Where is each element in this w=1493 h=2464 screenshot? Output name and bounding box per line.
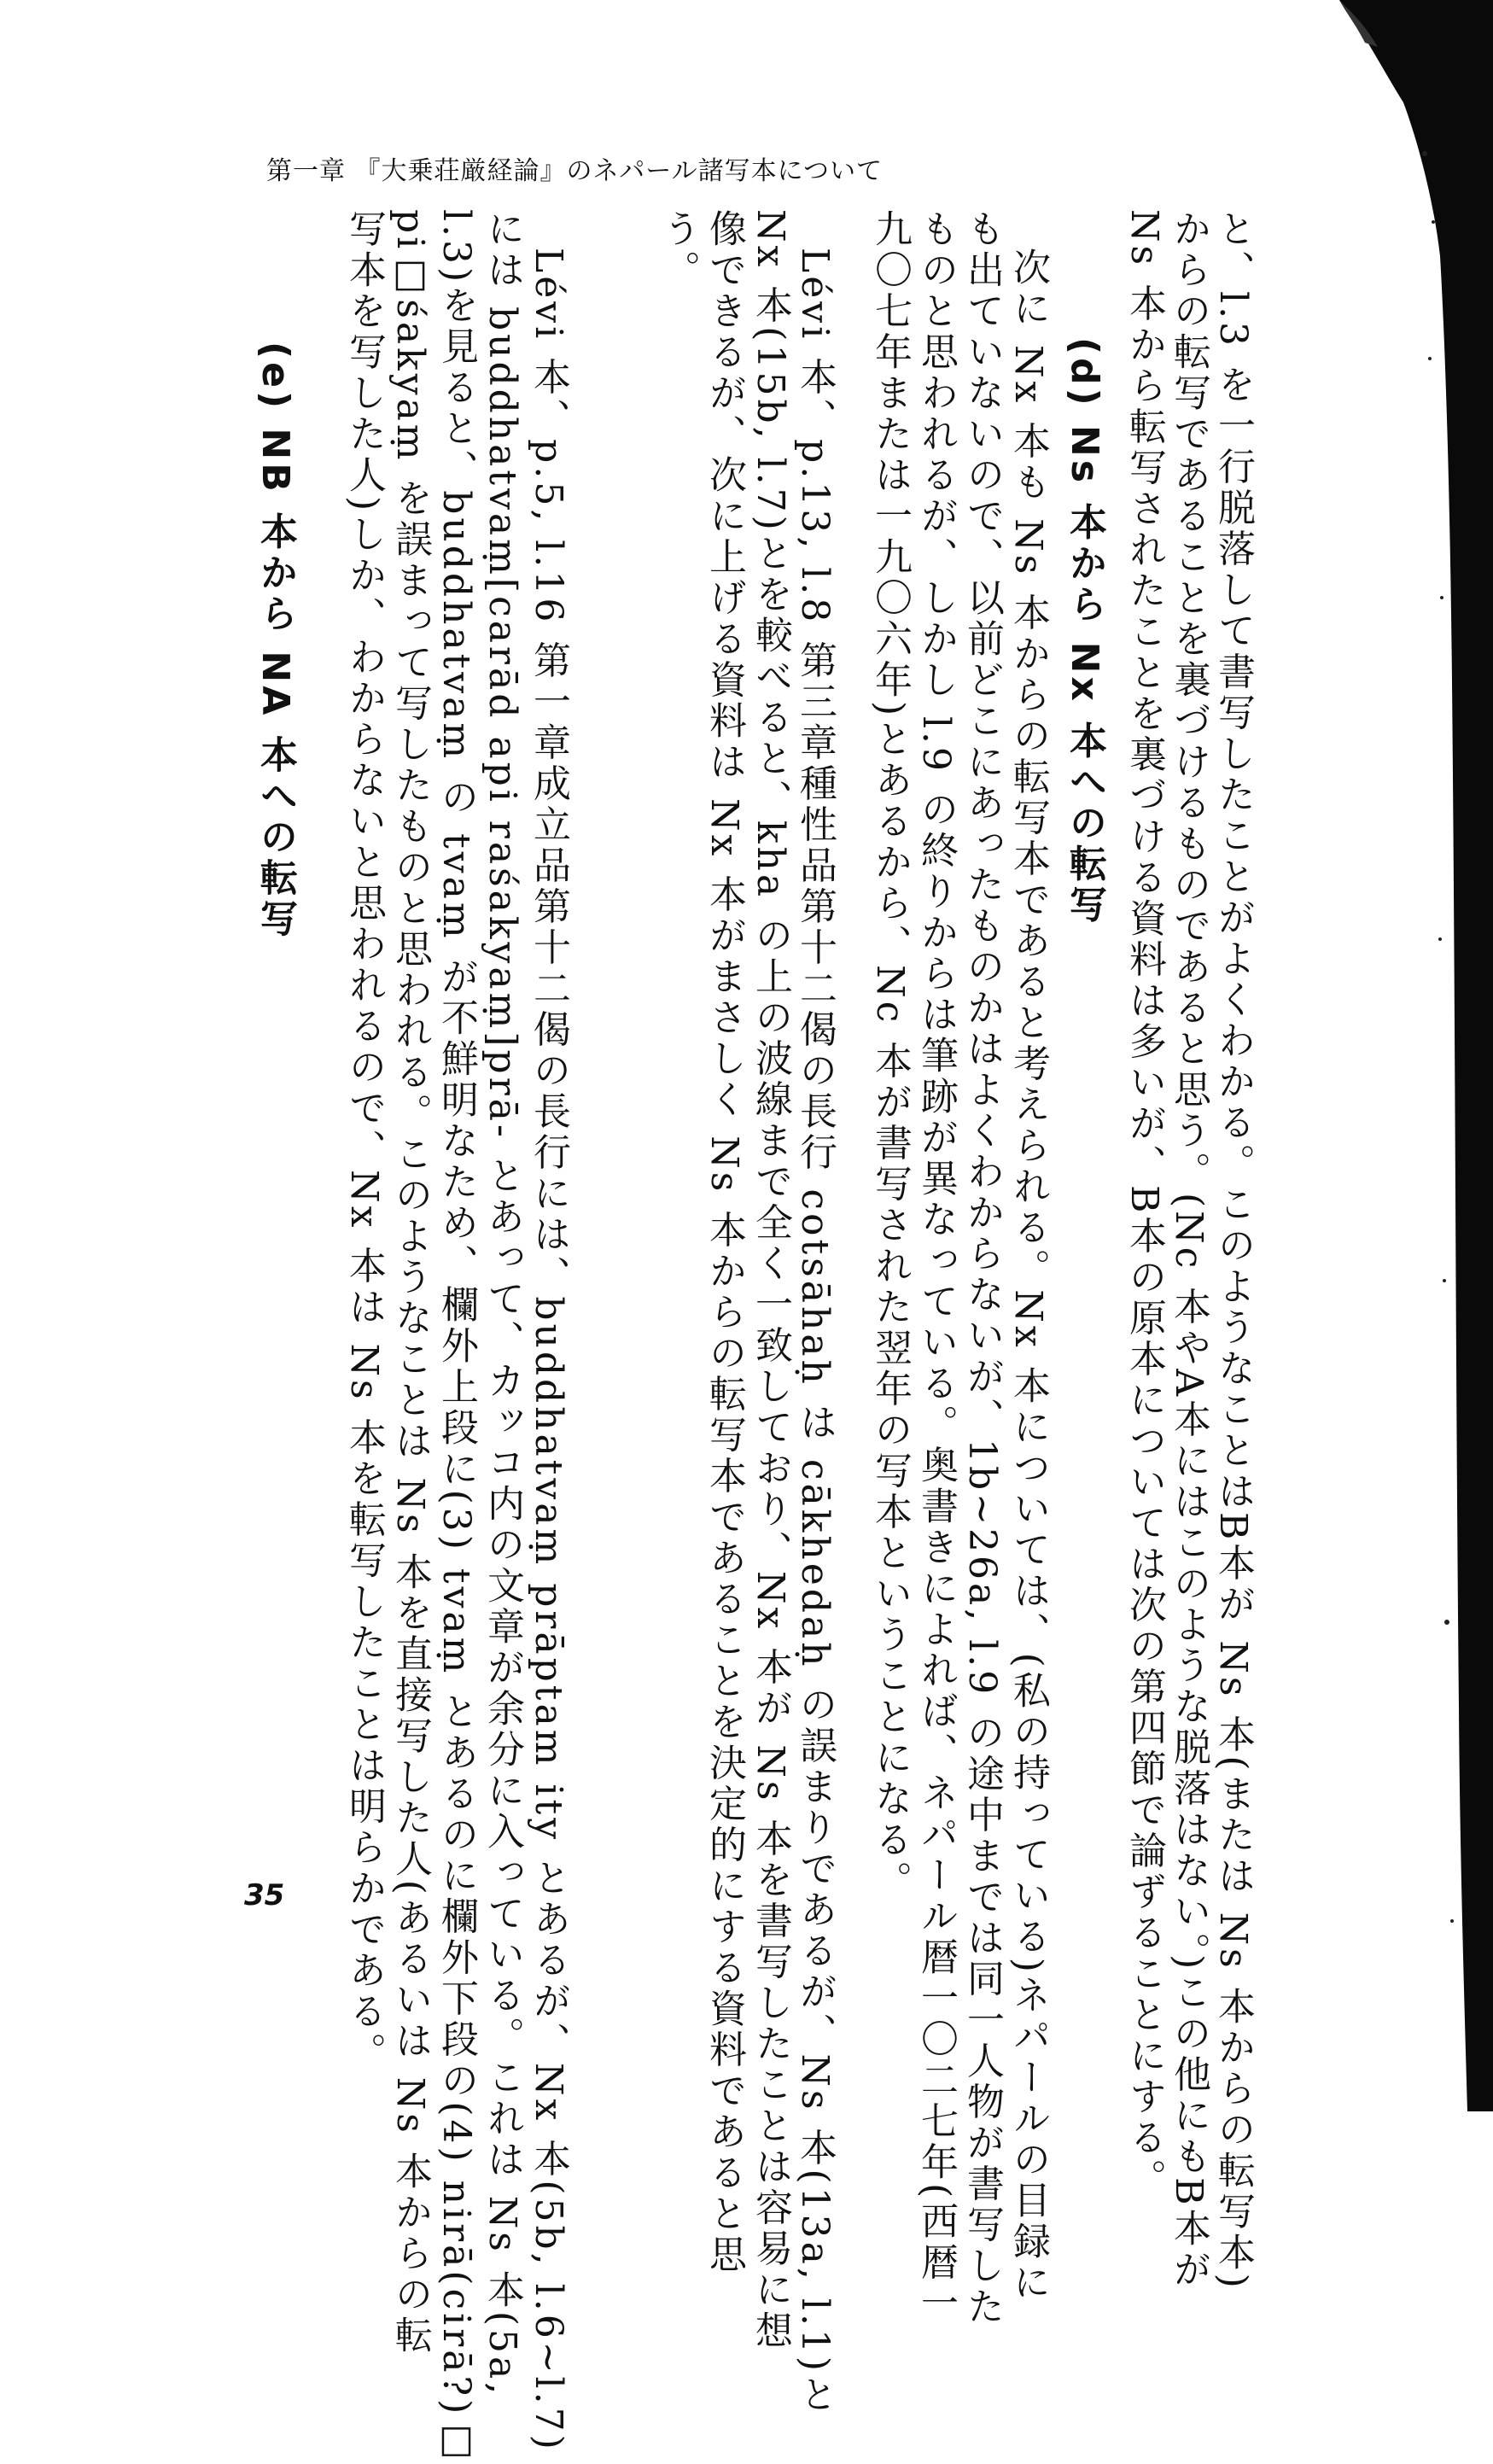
text-column-5: 次に Nx 本も Ns 本からの転写本であると考えられる。Nx 本については、(私の持っている)ネパールの目録に	[1006, 248, 1050, 2303]
text-column-2: からの転写であることを裏づけるものであると思う。(Nc 本やA本にはこのような脱落はない。)この他にもB本が	[1167, 209, 1210, 2291]
text-column-1: と、l.3 を一行脱落して書写したことがよくわかる。このようなことはB本が Ns 本(または Ns 本からの転写本)	[1211, 209, 1255, 2292]
section-heading-e: (e) NB 本から NA 本への転写	[254, 342, 297, 940]
text-column-9: Lévi 本、p.13, l.8 第三章種性品第十二偈の長行 cotsāhaḥ は cākhedaḥ の誤まりであるが、Ns 本(13a, l.1)と	[793, 248, 837, 2416]
text-column-7: ものと思われるが、しかし l.9 の終りからは筆跡が異なっている。奥書きによれば、ネパール暦一〇二七年(西暦一	[914, 209, 958, 2325]
text-column-11: 像できるが、次に上げる資料は Nx 本がまさしく Ns 本からの転写本であることを決定的にする資料であると思	[703, 209, 746, 2276]
page-number: 35	[244, 1878, 285, 1912]
text-column-14: には buddhatvaṃ[carād api raśakyaṃ]prā- とあって、カッコ内の文章が余分に入っている。これは Ns 本(5a,	[481, 209, 524, 2398]
text-column-10: Nx 本(15b, l.7)とを較べると、kha の上の波線まで全く一致しており、Nx 本が Ns 本を書写したことは容易に想	[749, 209, 792, 2352]
text-column-8: 九〇七年または一九〇六年)とあるから、Nc 本が書写された翌年の写本ということになる。	[868, 209, 912, 1902]
scan-edge-shadow	[1305, 0, 1493, 2111]
text-column-17: 写本を写した人)しか、わからないと思われるので、Nx 本は Ns 本を転写したことは明らかである。	[342, 209, 386, 2074]
text-column-12: う。	[656, 209, 700, 291]
text-column-13: Lévi 本、p.5, l.16 第一章成立品第十二偈の長行には、buddhatvaṃ prāptam ity とあるが、Nx 本(5b, l.6~l.7)	[527, 248, 570, 2453]
text-column-16: pi□śakyaṃ を誤まって写したものと思われる。このようなことは Ns 本を直接写した人(あるいは Ns 本からの転	[388, 209, 432, 2356]
text-column-15: l.3)を見ると、buddhatvaṃ の tvaṃ が不鮮明なため、欄外上段に(3) tvaṃ とあるのに欄外下段の(4) nirā(cirā?)□	[434, 209, 478, 2464]
running-head: 第一章 『大乗荘厳経論』のネパール諸写本について	[266, 156, 884, 186]
text-column-6: も出ていないので、以前どこにあったものかはよくわからないが、1b~26a, l.9 の途中までは同一人物が書写した	[960, 209, 1004, 2328]
text-column-3: Ns 本から転写されたことを裏づける資料は多いが、B本の原本については次の第四節で論ずることにする。	[1123, 209, 1166, 2200]
section-heading-d: (d) Ns 本から Nx 本への転写	[1063, 337, 1106, 926]
